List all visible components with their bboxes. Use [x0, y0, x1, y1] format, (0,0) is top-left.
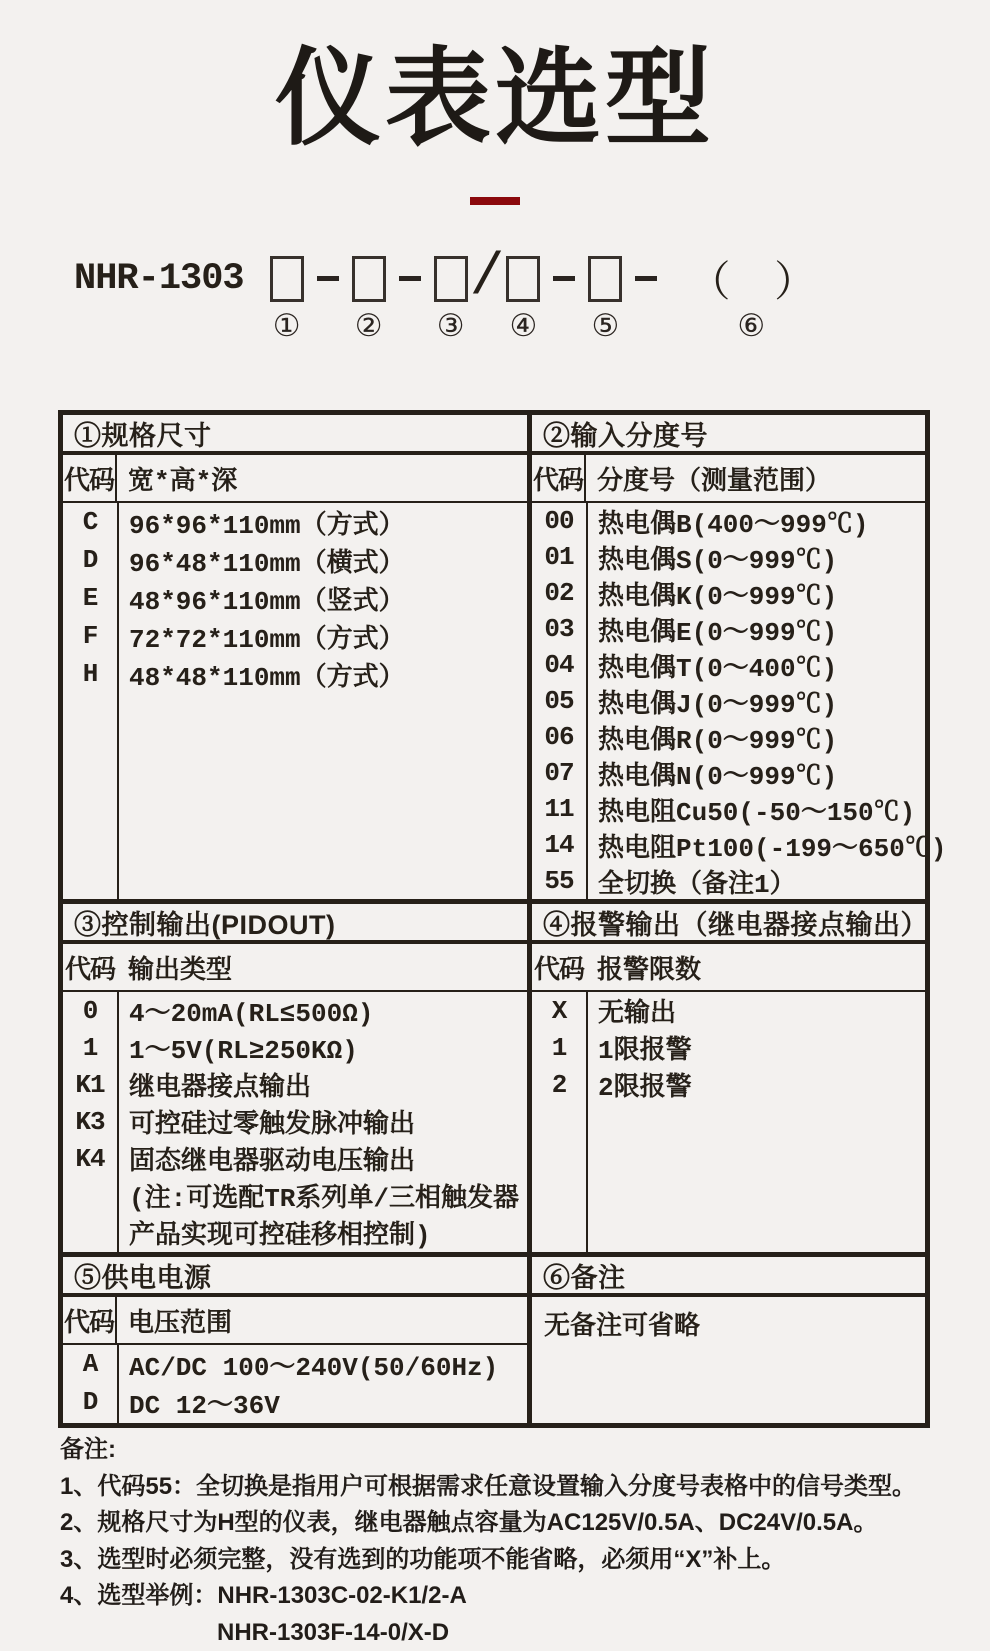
model-prefix-text: NHR-1303 [74, 255, 270, 303]
code-header: 代码 [63, 1297, 117, 1343]
section-alarm-output [527, 904, 925, 1252]
code-cell: 00 [532, 506, 586, 536]
table-row [63, 541, 527, 579]
desc-header: 输出类型 [117, 949, 232, 986]
section-dimensions [63, 415, 527, 899]
desc-header: 报警限数 [586, 949, 701, 986]
column-header-2 [532, 455, 925, 503]
table-row [63, 579, 527, 617]
table-band-3 [63, 1252, 925, 1423]
model-code-diagram [74, 255, 990, 345]
code-cell: H [63, 659, 117, 689]
code-box-5 [588, 256, 622, 302]
section-title-4: ④报警输出（继电器接点输出） [532, 904, 925, 944]
slot-number-5: ⑤ [592, 307, 620, 345]
example-model-2: NHR-1303F-14-0/X-D [60, 1615, 960, 1651]
code-cell: K4 [63, 1144, 117, 1174]
example-model-1: NHR-1303C-02-K1/2-A [217, 1582, 466, 1609]
table-row [63, 655, 527, 693]
desc-cell: 48*96*110mm（竖式） [117, 580, 405, 617]
separator-dash-3 [540, 255, 588, 345]
desc-cell: 全切换（备注1） [586, 863, 796, 900]
code-cell: 03 [532, 614, 586, 644]
code-box-2 [352, 256, 386, 302]
table-row [63, 1029, 527, 1066]
page-title: 仪表选型 [0, 40, 990, 159]
page [0, 40, 990, 1642]
desc-cell: 无输出 [586, 992, 676, 1029]
section-1-rows [63, 503, 527, 899]
desc-cell: 热电偶S(0～999℃) [586, 539, 837, 576]
section-title-5: ⑤供电电源 [63, 1257, 527, 1297]
code-cell: 05 [532, 686, 586, 716]
footnote-item: 1、代码55：全切换是指用户可根据需求任意设置输入分度号表格中的信号类型。 [60, 1469, 960, 1506]
title-accent-dash [470, 197, 520, 205]
footnotes [60, 1432, 960, 1651]
code-cell: 01 [532, 542, 586, 572]
desc-cell: DC 12～36V [117, 1384, 280, 1421]
separator-slash [468, 255, 507, 345]
column-header-3 [63, 944, 527, 992]
code-box-1 [270, 256, 304, 302]
table-row [532, 992, 925, 1029]
footnote-item: 3、选型时必须完整，没有选到的功能项不能省略，必须用“X”补上。 [60, 1542, 960, 1579]
code-header: 代码 [532, 944, 586, 990]
section-control-output [63, 904, 527, 1252]
footnotes-title: 备注: [60, 1432, 960, 1469]
slot-number-6: ⑥ [737, 307, 765, 345]
code-cell: C [63, 507, 117, 537]
dash-icon [553, 276, 575, 281]
desc-cell: 96*96*110mm（方式） [117, 504, 405, 541]
desc-header: 分度号（测量范围） [586, 460, 831, 497]
desc-cell: 热电偶E(0～999℃) [586, 611, 837, 648]
desc-cell: 热电偶R(0～999℃) [586, 719, 837, 756]
desc-cell: 热电偶N(0～999℃) [586, 755, 837, 792]
code-cell: 07 [532, 758, 586, 788]
table-row [532, 719, 925, 755]
dash-icon [635, 276, 657, 281]
slot-number-4: ④ [510, 307, 538, 345]
code-box-3 [434, 256, 468, 302]
code-cell: 0 [63, 996, 117, 1026]
slot-number-1: ① [273, 307, 301, 345]
model-prefix [74, 255, 270, 345]
desc-cell: 可控硅过零触发脉冲输出 [117, 1103, 415, 1140]
separator-dash-1 [304, 255, 352, 345]
table-row [532, 1029, 925, 1066]
section-input-graduation [527, 415, 925, 899]
code-cell: D [63, 1387, 117, 1417]
footnote-example-line [60, 1578, 960, 1615]
table-band-2 [63, 899, 925, 1252]
table-row [532, 791, 925, 827]
table-row [63, 503, 527, 541]
table-row [532, 683, 925, 719]
table-band-1 [63, 415, 925, 899]
example-label: 4、选型举例： [60, 1582, 217, 1609]
parentheses-slot: （ ） [670, 255, 832, 303]
section-power-supply [63, 1257, 527, 1423]
code-cell: 14 [532, 830, 586, 860]
model-slot-1 [270, 255, 304, 345]
code-header: 代码 [63, 944, 117, 990]
dash-icon [317, 276, 339, 281]
code-cell: E [63, 583, 117, 613]
table-row [532, 863, 925, 899]
table-row [63, 1066, 527, 1103]
desc-cell: 48*48*110mm（方式） [117, 656, 405, 693]
separator-dash-2 [386, 255, 434, 345]
code-cell: D [63, 545, 117, 575]
separator-dash-4 [622, 255, 670, 345]
slot-number-3: ③ [437, 307, 465, 345]
desc-cell: 热电阻Cu50(-50～150℃) [586, 791, 915, 828]
desc-cell: 热电阻Pt100(-199～650℃) [586, 827, 946, 864]
code-header: 代码 [532, 455, 586, 501]
desc-cell: 96*48*110mm（横式） [117, 542, 405, 579]
code-cell: 02 [532, 578, 586, 608]
table-row [532, 1066, 925, 1103]
desc-cell: 1～5V(RL≥250KΩ) [117, 1029, 358, 1066]
code-cell: 1 [63, 1033, 117, 1063]
section-title-6: ⑥备注 [532, 1257, 925, 1297]
code-cell: F [63, 621, 117, 651]
footnote-item: 2、规格尺寸为H型的仪表，继电器触点容量为AC125V/0.5A、DC24V/0.5A。 [60, 1505, 960, 1542]
code-cell: 04 [532, 650, 586, 680]
table-row [532, 755, 925, 791]
desc-cell: 72*72*110mm（方式） [117, 618, 405, 655]
table-row [63, 617, 527, 655]
table-row [532, 647, 925, 683]
model-slot-5 [588, 255, 622, 345]
code-cell: K1 [63, 1070, 117, 1100]
code-header: 代码 [63, 455, 117, 501]
code-cell: 11 [532, 794, 586, 824]
desc-cell: 热电偶B(400～999℃) [586, 503, 868, 540]
dash-icon [399, 276, 421, 281]
desc-cell: (注:可选配TR系列单/三相触发器 [117, 1177, 519, 1214]
desc-cell: 热电偶K(0～999℃) [586, 575, 837, 612]
section-remarks [527, 1257, 925, 1423]
section-2-rows [532, 503, 925, 899]
section-title-1: ①规格尺寸 [63, 415, 527, 455]
desc-header: 宽*高*深 [117, 460, 237, 497]
column-header-4 [532, 944, 925, 992]
model-slot-3 [434, 255, 468, 345]
table-row [532, 827, 925, 863]
table-row [63, 1345, 527, 1383]
table-row [63, 1140, 527, 1177]
code-cell: 2 [532, 1070, 586, 1100]
table-row [532, 539, 925, 575]
code-cell: 06 [532, 722, 586, 752]
code-cell: K3 [63, 1107, 117, 1137]
desc-cell: 继电器接点输出 [117, 1066, 311, 1103]
section-title-2: ②输入分度号 [532, 415, 925, 455]
section-3-rows [63, 992, 527, 1252]
model-slot-4 [506, 255, 540, 345]
column-header-5 [63, 1297, 527, 1345]
code-cell: 55 [532, 866, 586, 896]
section-title-3: ③控制输出(PIDOUT) [63, 904, 527, 944]
table-row [532, 611, 925, 647]
code-box-4 [506, 256, 540, 302]
desc-cell: 2限报警 [586, 1066, 692, 1103]
desc-cell: AC/DC 100～240V(50/60Hz) [117, 1346, 498, 1383]
desc-cell: 热电偶J(0～999℃) [586, 683, 837, 720]
code-cell: X [532, 996, 586, 1026]
code-cell: A [63, 1349, 117, 1379]
table-row [63, 992, 527, 1029]
section-5-rows [63, 1345, 527, 1423]
code-cell: 1 [532, 1033, 586, 1063]
slot-number-2: ② [355, 307, 383, 345]
desc-cell: 产品实现可控硅移相控制) [117, 1214, 431, 1251]
table-row [532, 503, 925, 539]
column-header-1 [63, 455, 527, 503]
table-row [63, 1103, 527, 1140]
desc-cell: 4～20mA(RL≤500Ω) [117, 992, 373, 1029]
slash-icon: / [468, 255, 507, 303]
section-4-rows [532, 992, 925, 1252]
table-row [532, 575, 925, 611]
desc-cell: 热电偶T(0～400℃) [586, 647, 837, 684]
selection-table [58, 410, 930, 1428]
desc-cell: 固态继电器驱动电压输出 [117, 1140, 415, 1177]
model-slot-6 [670, 255, 832, 345]
table-row [63, 1383, 527, 1421]
desc-header: 电压范围 [117, 1302, 232, 1339]
remark-note: 无备注可省略 [532, 1297, 925, 1342]
model-slot-2 [352, 255, 386, 345]
desc-cell: 1限报警 [586, 1029, 692, 1066]
table-row [63, 1214, 527, 1251]
table-row [63, 1177, 527, 1214]
